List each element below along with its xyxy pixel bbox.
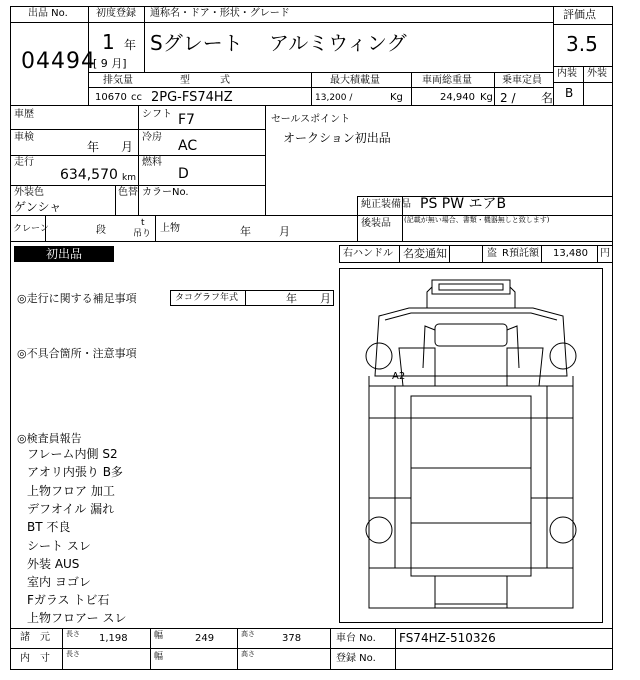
truck-diagram bbox=[339, 268, 603, 623]
inspector-line: 外装 AUS bbox=[27, 557, 80, 571]
vehicle-name: Sグレート アルミウィング bbox=[150, 31, 407, 55]
color-change-label: 色替 bbox=[118, 187, 138, 198]
deposit-label: 盗 bbox=[487, 248, 497, 259]
inspector-line: デフオイル 漏れ bbox=[27, 502, 115, 516]
chassis-label: 車台 No. bbox=[336, 633, 376, 644]
first-reg-year: 1 bbox=[102, 30, 115, 54]
upper-label: 上物 bbox=[160, 223, 180, 234]
capacity-unit: 名 bbox=[541, 91, 554, 105]
rating-value: 3.5 bbox=[566, 32, 598, 56]
defects-title: ◎不具合箇所・注意事項 bbox=[17, 347, 137, 360]
aftermarket-note: (記載が無い場合、書類・機器無しと致します) bbox=[404, 216, 550, 224]
registration-label: 登録 No. bbox=[336, 653, 376, 664]
max-load-unit: Kg bbox=[390, 92, 403, 103]
exterior-label: 外装 bbox=[587, 68, 607, 79]
length-value: 1,198 bbox=[99, 633, 128, 644]
rating-label: 評価点 bbox=[563, 8, 596, 21]
inspector-line: 室内 ヨゴレ bbox=[27, 575, 91, 589]
height-value: 378 bbox=[282, 633, 302, 644]
interior-label: 内装 bbox=[557, 68, 577, 79]
inner-height-label: 高さ bbox=[241, 650, 255, 658]
color-code-label: カラーNo. bbox=[142, 187, 189, 198]
inspector-line: フレーム内側 S2 bbox=[27, 447, 118, 461]
inspector-line: 上物フロア 加工 bbox=[27, 484, 115, 498]
upper-month: 月 bbox=[279, 225, 290, 238]
inner-dims-label: 内 寸 bbox=[20, 653, 50, 664]
sales-point-label: セールスポイント bbox=[271, 114, 351, 125]
r-deposit-unit: 円 bbox=[600, 248, 610, 259]
handle-label: 右ハンドル bbox=[343, 248, 393, 259]
color-value: ゲンシャ bbox=[14, 200, 62, 214]
displacement-label: 排気量 bbox=[103, 75, 133, 86]
color-label: 外装色 bbox=[14, 187, 44, 198]
mileage-value: 634,570 bbox=[60, 167, 118, 183]
shift-value: F7 bbox=[178, 112, 195, 128]
length-label: 長さ bbox=[66, 630, 80, 638]
lot-number: 04494 bbox=[21, 49, 96, 74]
model-value: 2PG-FS74HZ bbox=[151, 90, 233, 105]
first-listing-badge: 初出品 bbox=[14, 246, 114, 262]
inspection-label: 車検 bbox=[14, 132, 34, 143]
crane-tons: t bbox=[141, 218, 145, 228]
tachograph-year: 年 bbox=[286, 292, 297, 305]
name-label: 通称名・ドア・形状・グレード bbox=[150, 8, 290, 19]
mileage-unit: km bbox=[122, 173, 136, 183]
sales-point-value: オークション初出品 bbox=[283, 131, 391, 145]
upper-year: 年 bbox=[240, 225, 251, 238]
mileage-label: 走行 bbox=[14, 157, 34, 168]
first-reg-label: 初度登録 bbox=[96, 8, 136, 19]
gross-weight-unit: Kg bbox=[480, 92, 493, 103]
first-reg-year-unit: 年 bbox=[124, 38, 137, 52]
max-load-value: 13,200 / bbox=[315, 93, 353, 103]
r-deposit-label: R預託額 bbox=[502, 248, 539, 259]
model-label: 型 式 bbox=[180, 75, 230, 86]
fuel-value: D bbox=[178, 166, 189, 182]
width-label: 幅 bbox=[154, 631, 164, 641]
interior-grade: B bbox=[565, 86, 574, 100]
driving-notes-title: ◎走行に関する補足事項 bbox=[17, 292, 137, 305]
r-deposit-value: 13,480 bbox=[553, 248, 588, 259]
inspector-title: ◎検査員報告 bbox=[17, 432, 82, 445]
height-label: 高さ bbox=[241, 630, 255, 638]
inspection-year: 年 bbox=[87, 140, 100, 154]
inspector-line: 上物フロアー スレ bbox=[27, 611, 127, 625]
equipment-label: 純正装備品 bbox=[361, 199, 411, 210]
displacement-value: 10670 bbox=[95, 92, 127, 103]
aircon-value: AC bbox=[178, 138, 198, 154]
width-value: 249 bbox=[195, 633, 215, 644]
gross-weight-value: 24,940 bbox=[440, 92, 475, 103]
fuel-label: 燃料 bbox=[142, 157, 162, 168]
shift-label: シフト bbox=[142, 109, 172, 120]
equipment-value: PS PW エアB bbox=[420, 196, 507, 212]
crane-hanging: 吊り bbox=[133, 229, 152, 239]
inspector-line: Fガラス トビ石 bbox=[27, 593, 110, 607]
first-reg-month: [ 9 月] bbox=[93, 57, 127, 70]
tachograph-label: タコグラフ年式 bbox=[175, 293, 239, 303]
history-label: 車歴 bbox=[14, 109, 34, 120]
inspector-line: BT 不良 bbox=[27, 520, 71, 534]
aftermarket-label: 後装品 bbox=[361, 218, 391, 229]
dims-label: 諸 元 bbox=[20, 632, 50, 643]
inspector-line: アオリ内張り B多 bbox=[27, 465, 123, 479]
inspection-month: 月 bbox=[121, 140, 134, 154]
crane-label: クレーン bbox=[13, 224, 49, 234]
displacement-unit: cc bbox=[131, 92, 142, 103]
lot-label: 出品 No. bbox=[28, 8, 68, 19]
name-change-label: 名変通知 bbox=[403, 247, 447, 260]
capacity-label: 乗車定員 bbox=[502, 75, 542, 86]
inner-width-label: 幅 bbox=[154, 652, 164, 662]
damage-mark-a2: A2 bbox=[392, 371, 406, 382]
capacity-value: 2 / bbox=[500, 91, 516, 105]
inspector-line: シート スレ bbox=[27, 539, 91, 553]
max-load-label: 最大積載量 bbox=[330, 75, 380, 86]
crane-stage: 段 bbox=[96, 225, 106, 236]
aircon-label: 冷房 bbox=[142, 132, 162, 143]
inner-length-label: 長さ bbox=[66, 650, 80, 658]
chassis-value: FS74HZ-510326 bbox=[399, 631, 496, 645]
tachograph-month: 月 bbox=[320, 292, 331, 305]
gross-weight-label: 車両総重量 bbox=[422, 75, 472, 86]
